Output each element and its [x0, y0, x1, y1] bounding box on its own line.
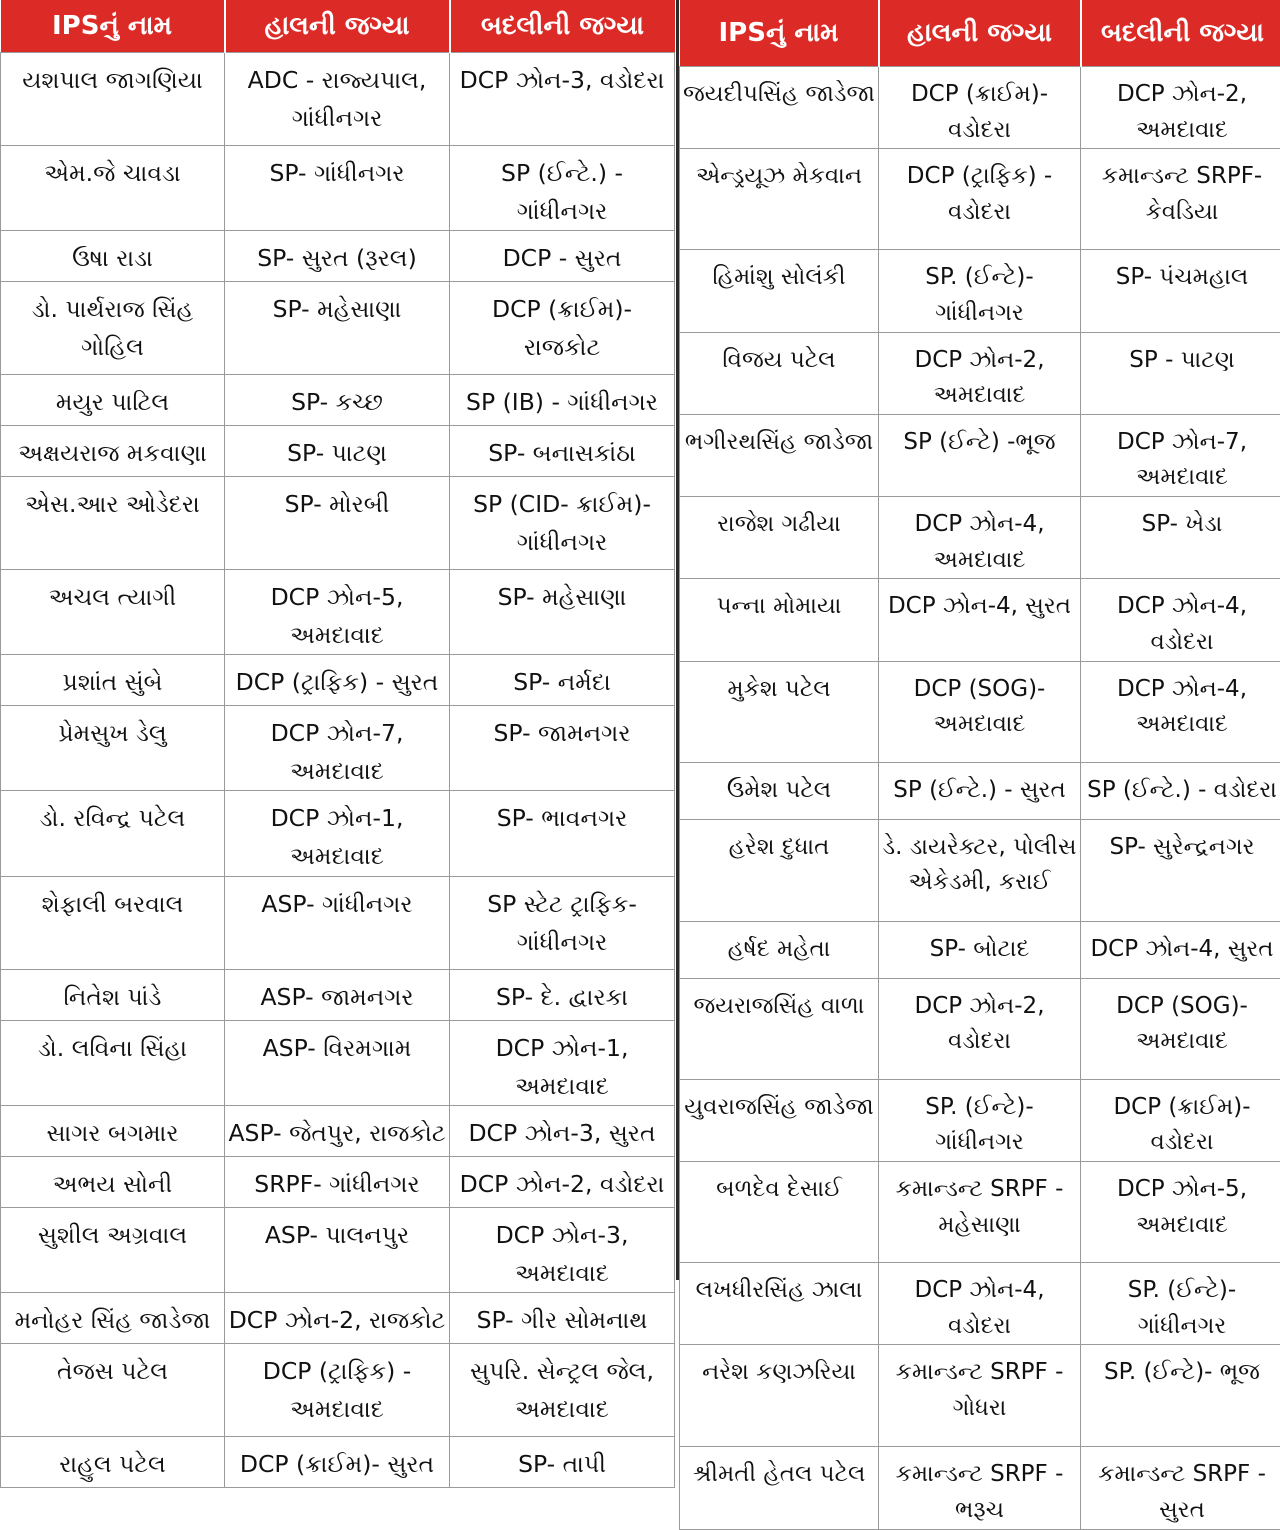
cell-current-post: SRPF- ગાંધીનગર	[225, 1156, 450, 1207]
cell-ips-name: શેફાલી બરવાલ	[1, 876, 225, 969]
table-row	[680, 579, 1280, 661]
cell-ips-name: મનોહર સિંહ જાડેજા	[1, 1292, 225, 1343]
cell-current-post: SP (ઈન્ટે) -ભૂજ	[879, 414, 1081, 496]
cell-ips-name: અચલ ત્યાગી	[1, 570, 225, 655]
cell-current-post: SP (ઈન્ટે.) - સુરત	[879, 762, 1081, 819]
table-row	[680, 414, 1280, 496]
cell-current-post: ASP- વિરમગામ	[225, 1020, 450, 1105]
cell-current-post: DCP ઝોન-4, અમદાવાદ	[879, 497, 1081, 579]
cell-transfer-post: DCP (SOG)- અમદાવાદ	[1081, 978, 1280, 1079]
cell-current-post: ASP- ગાંધીનગર	[225, 876, 450, 969]
table-row	[680, 332, 1280, 414]
cell-transfer-post: DCP ઝોન-5, અમદાવાદ	[1081, 1161, 1280, 1262]
cell-ips-name: નરેશ કણઝરિયા	[680, 1345, 879, 1447]
cell-current-post: કમાન્ડન્ટ SRPF - ગોધરા	[879, 1345, 1081, 1447]
cell-transfer-post: DCP ઝોન-3, સુરત	[450, 1105, 675, 1156]
cell-ips-name: મયુર પાટિલ	[1, 375, 225, 426]
cell-transfer-post: DCP ઝોન-4, સુરત	[1081, 921, 1280, 978]
header-transfer-post: બદલીની જગ્યા	[450, 0, 675, 53]
header-current-post: હાલની જગ્યા	[225, 0, 450, 53]
table-row	[680, 762, 1280, 819]
cell-transfer-post: SP - પાટણ	[1081, 332, 1280, 414]
cell-ips-name: તેજસ પટેલ	[1, 1343, 225, 1436]
cell-current-post: DCP ઝોન-7, અમદાવાદ	[225, 706, 450, 791]
table-row	[1, 655, 675, 706]
table-row	[680, 497, 1280, 579]
table-row	[1, 1343, 675, 1436]
table-row	[1, 477, 675, 570]
cell-transfer-post: SP- દે. દ્વારકા	[450, 969, 675, 1020]
cell-current-post: DCP ઝોન-2, રાજકોટ	[225, 1292, 450, 1343]
cell-current-post: DCP (ટ્રાફિક) - વડોદરા	[879, 149, 1081, 250]
table-row	[680, 1447, 1280, 1529]
cell-current-post: DCP ઝોન-1, અમદાવાદ	[225, 791, 450, 876]
cell-current-post: ASP- પાલનપુર	[225, 1207, 450, 1292]
cell-ips-name: યશપાલ જાગણિયા	[1, 53, 225, 146]
table-row	[680, 250, 1280, 332]
cell-current-post: SP. (ઈન્ટે)- ગાંધીનગર	[879, 250, 1081, 332]
cell-transfer-post: કમાન્ડન્ટ SRPF - સુરત	[1081, 1447, 1280, 1529]
cell-current-post: SP- સુરત (રૂરલ)	[225, 231, 450, 282]
cell-transfer-post: DCP ઝોન-2, અમદાવાદ	[1081, 67, 1280, 149]
cell-transfer-post: DCP ઝોન-3, અમદાવાદ	[450, 1207, 675, 1292]
cell-transfer-post: SP- ભાવનગર	[450, 791, 675, 876]
cell-current-post: DCP ઝોન-2, વડોદરા	[879, 978, 1081, 1079]
left-transfer-table-panel	[0, 0, 674, 1280]
cell-transfer-post: DCP (ક્રાઈમ)- વડોદરા	[1081, 1079, 1280, 1161]
cell-ips-name: શ્રીમતી હેતલ પટેલ	[680, 1447, 879, 1529]
right-transfer-table	[679, 0, 1280, 1530]
cell-transfer-post: SP- સુરેન્દ્રનગર	[1081, 819, 1280, 921]
cell-transfer-post: SP- પંચમહાલ	[1081, 250, 1280, 332]
cell-current-post: ASP- જામનગર	[225, 969, 450, 1020]
cell-current-post: DCP (SOG)- અમદાવાદ	[879, 661, 1081, 762]
table-row	[1, 791, 675, 876]
cell-ips-name: હિમાંશુ સોલંકી	[680, 250, 879, 332]
cell-transfer-post: DCP ઝોન-3, વડોદરા	[450, 53, 675, 146]
cell-transfer-post: SP (ઈન્ટે.) - વડોદરા	[1081, 762, 1280, 819]
cell-current-post: DCP ઝોન-4, વડોદરા	[879, 1262, 1081, 1344]
cell-ips-name: અક્ષયરાજ મકવાણા	[1, 426, 225, 477]
cell-ips-name: ડો. લવિના સિંહા	[1, 1020, 225, 1105]
table-row	[1, 1207, 675, 1292]
cell-ips-name: જયદીપસિંહ જાડેજા	[680, 67, 879, 149]
cell-ips-name: નિતેશ પાંડે	[1, 969, 225, 1020]
table-row	[1, 876, 675, 969]
cell-transfer-post: DCP ઝોન-4, અમદાવાદ	[1081, 661, 1280, 762]
cell-ips-name: હર્ષદ મહેતા	[680, 921, 879, 978]
table-row	[680, 149, 1280, 250]
cell-current-post: DCP ઝોન-4, સુરત	[879, 579, 1081, 661]
table-row	[680, 978, 1280, 1079]
table-row	[1, 1292, 675, 1343]
cell-ips-name: યુવરાજસિંહ જાડેજા	[680, 1079, 879, 1161]
cell-ips-name: વિજય પટેલ	[680, 332, 879, 414]
cell-ips-name: ઉષા રાડા	[1, 231, 225, 282]
cell-transfer-post: DCP ઝોન-7, અમદાવાદ	[1081, 414, 1280, 496]
cell-transfer-post: SP. (ઈન્ટે)- ભૂજ	[1081, 1345, 1280, 1447]
cell-transfer-post: DCP ઝોન-4, વડોદરા	[1081, 579, 1280, 661]
table-row	[680, 661, 1280, 762]
cell-current-post: DCP (ક્રાઈમ)- સુરત	[225, 1436, 450, 1487]
table-row	[680, 1161, 1280, 1262]
cell-ips-name: એમ.જે ચાવડા	[1, 146, 225, 231]
cell-transfer-post: DCP ઝોન-1, અમદાવાદ	[450, 1020, 675, 1105]
cell-transfer-post: SP- ખેડા	[1081, 497, 1280, 579]
cell-transfer-post: DCP (ક્રાઈમ)- રાજકોટ	[450, 282, 675, 375]
cell-ips-name: એન્ડ્રયૂઝ મેકવાન	[680, 149, 879, 250]
table-row	[1, 706, 675, 791]
cell-current-post: કમાન્ડન્ટ SRPF - ભરૂચ	[879, 1447, 1081, 1529]
cell-current-post: કમાન્ડન્ટ SRPF - મહેસાણા	[879, 1161, 1081, 1262]
cell-current-post: SP- મોરબી	[225, 477, 450, 570]
cell-ips-name: મુકેશ પટેલ	[680, 661, 879, 762]
cell-ips-name: રાજેશ ગઢીયા	[680, 497, 879, 579]
cell-transfer-post: SP- મહેસાણા	[450, 570, 675, 655]
table-row	[1, 969, 675, 1020]
cell-transfer-post: SP. (ઈન્ટે)- ગાંધીનગર	[1081, 1262, 1280, 1344]
cell-current-post: SP- કચ્છ	[225, 375, 450, 426]
cell-ips-name: સાગર બગમાર	[1, 1105, 225, 1156]
header-current-post: હાલની જગ્યા	[879, 0, 1081, 67]
table-row	[1, 1436, 675, 1487]
cell-ips-name: હરેશ દુધાત	[680, 819, 879, 921]
table-row	[1, 282, 675, 375]
cell-transfer-post: SP (IB) - ગાંધીનગર	[450, 375, 675, 426]
cell-transfer-post: SP- ગીર સોમનાથ	[450, 1292, 675, 1343]
cell-current-post: DCP (ટ્રાફિક) - સુરત	[225, 655, 450, 706]
header-ips-name: IPSનું નામ	[680, 0, 879, 67]
right-transfer-table-panel	[676, 0, 1280, 1280]
cell-transfer-post: DCP - સુરત	[450, 231, 675, 282]
table-row	[1, 426, 675, 477]
cell-ips-name: ઉમેશ પટેલ	[680, 762, 879, 819]
cell-transfer-post: SP (CID- ક્રાઈમ)- ગાંધીનગર	[450, 477, 675, 570]
table-row	[1, 146, 675, 231]
cell-ips-name: જયરાજસિંહ વાળા	[680, 978, 879, 1079]
cell-ips-name: રાહુલ પટેલ	[1, 1436, 225, 1487]
cell-ips-name: પ્રેમસુખ ડેલુ	[1, 706, 225, 791]
table-row	[680, 1079, 1280, 1161]
table-row	[680, 921, 1280, 978]
cell-ips-name: ડો. રવિન્દ્ર પટેલ	[1, 791, 225, 876]
cell-current-post: ASP- જેતપુર, રાજકોટ	[225, 1105, 450, 1156]
cell-current-post: SP. (ઈન્ટે)- ગાંધીનગર	[879, 1079, 1081, 1161]
table-row	[680, 819, 1280, 921]
table-row	[680, 1345, 1280, 1447]
table-row	[1, 1156, 675, 1207]
cell-current-post: SP- પાટણ	[225, 426, 450, 477]
cell-transfer-post: સુપરિ. સેન્ટ્રલ જેલ, અમદાવાદ	[450, 1343, 675, 1436]
cell-current-post: SP- ગાંધીનગર	[225, 146, 450, 231]
header-ips-name: IPSનું નામ	[1, 0, 225, 53]
cell-transfer-post: SP સ્ટેટ ટ્રાફિક- ગાંધીનગર	[450, 876, 675, 969]
cell-current-post: DCP (ક્રાઈમ)- વડોદરા	[879, 67, 1081, 149]
table-row	[680, 67, 1280, 149]
cell-ips-name: બળદેવ દેસાઈ	[680, 1161, 879, 1262]
table-row	[1, 231, 675, 282]
cell-ips-name: ડો. પાર્થરાજ સિંહ ગોહિલ	[1, 282, 225, 375]
cell-ips-name: અભય સોની	[1, 1156, 225, 1207]
cell-current-post: SP- બોટાદ	[879, 921, 1081, 978]
cell-current-post: SP- મહેસાણા	[225, 282, 450, 375]
table-row	[680, 1262, 1280, 1344]
cell-transfer-post: કમાન્ડન્ટ SRPF- કેવડિયા	[1081, 149, 1280, 250]
cell-transfer-post: SP- બનાસકાંઠા	[450, 426, 675, 477]
cell-current-post: ડે. ડાયરેક્ટર, પોલીસ એકેડમી, કરાઈ	[879, 819, 1081, 921]
table-row	[1, 1105, 675, 1156]
cell-transfer-post: SP- તાપી	[450, 1436, 675, 1487]
cell-current-post: ADC - રાજ્યપાલ, ગાંધીનગર	[225, 53, 450, 146]
cell-ips-name: પન્ના મોમાયા	[680, 579, 879, 661]
cell-ips-name: એસ.આર ઓડેદરા	[1, 477, 225, 570]
cell-transfer-post: SP- નર્મદા	[450, 655, 675, 706]
cell-ips-name: પ્રશાંત સુંબે	[1, 655, 225, 706]
cell-current-post: DCP (ટ્રાફિક) - અમદાવાદ	[225, 1343, 450, 1436]
cell-ips-name: ભગીરથસિંહ જાડેજા	[680, 414, 879, 496]
cell-current-post: DCP ઝોન-5, અમદાવાદ	[225, 570, 450, 655]
table-row	[1, 53, 675, 146]
table-header-row	[680, 0, 1280, 67]
table-row	[1, 375, 675, 426]
header-transfer-post: બદલીની જગ્યા	[1081, 0, 1280, 67]
table-row	[1, 1020, 675, 1105]
table-row	[1, 570, 675, 655]
table-header-row	[1, 0, 675, 53]
cell-current-post: DCP ઝોન-2, અમદાવાદ	[879, 332, 1081, 414]
cell-ips-name: લખધીરસિંહ ઝાલા	[680, 1262, 879, 1344]
cell-transfer-post: SP (ઈન્ટે.) - ગાંધીનગર	[450, 146, 675, 231]
cell-transfer-post: DCP ઝોન-2, વડોદરા	[450, 1156, 675, 1207]
cell-ips-name: સુશીલ અગ્રવાલ	[1, 1207, 225, 1292]
cell-transfer-post: SP- જામનગર	[450, 706, 675, 791]
